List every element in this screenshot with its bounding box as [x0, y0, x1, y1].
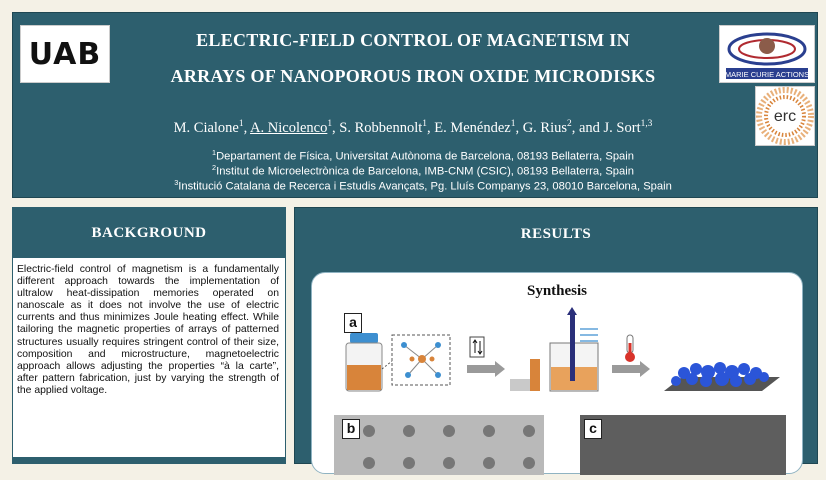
thermometer-icon — [625, 335, 635, 362]
author-affiliation-sup: 1 — [422, 119, 427, 129]
author-name: A. Nicolenco — [250, 119, 328, 136]
process-arrow-2 — [612, 361, 650, 377]
author-affiliation-sup: 1 — [238, 119, 244, 129]
affiliation-2: $^2$Institut de Microelectrònica de Barcelona, IMB-CNM (CSIC), 08193 Bellaterra, Spain — [212, 163, 634, 178]
results-section — [294, 207, 818, 464]
panel-label-c: c — [584, 419, 602, 439]
process-arrow-1 — [467, 361, 505, 377]
vial-icon — [346, 333, 382, 391]
author-separator: , — [515, 119, 523, 136]
author-separator: , — [426, 119, 435, 136]
affiliation-3: $^3$Institució Catalana de Recerca i Estudis Avançats, Pg. Lluís Companys 23, 08010 Barcelona, Spain — [174, 178, 672, 193]
electrodeposition-cell-icon — [510, 307, 598, 391]
synthesis-title: Synthesis — [526, 283, 588, 299]
author-affiliation-sup: 1 — [327, 119, 333, 129]
panel-label-a: a — [344, 313, 362, 333]
synthesis-figure — [311, 272, 803, 474]
sem-image-b — [334, 415, 544, 475]
erc-logo-text: erc — [773, 108, 797, 125]
author-separator: , and — [571, 119, 604, 136]
poster-title-line1: ELECTRIC-FIELD CONTROL OF MAGNETISM IN — [196, 30, 630, 50]
author-name: J. Sort — [603, 119, 641, 136]
nanoporous-film-icon — [664, 362, 780, 391]
author-name: G. Rius — [522, 119, 568, 136]
author-separator: , — [243, 119, 251, 136]
panel-label-b: b — [342, 419, 360, 439]
author-name: E. Menéndez — [434, 119, 511, 136]
poster-header — [12, 12, 818, 198]
mof-network-icon — [382, 335, 450, 385]
author-name: S. Robbennolt — [339, 119, 423, 136]
background-heading: BACKGROUND — [13, 208, 285, 258]
sem-image-c — [580, 415, 786, 475]
background-text: Electric-field control of magnetism is a fundamentally different approach towards the implementation of ultralow heat-dissipation memories operated on nanoscale as it does not involve the use of electric currents and thus minimizes Joule heating effect. While tailoring the magnetic properties of arrays of patterned structures usually requires stringent control of their size, composition and microstructure, magnetoelectric approach allows adjusting the properties “à la carte”, after pattern fabrication, just by varying the strength of the applied voltage. — [17, 264, 279, 396]
erc-logo — [755, 86, 815, 146]
results-heading: RESULTS — [295, 208, 817, 260]
author-affiliation-sup: 2 — [567, 119, 572, 129]
author-separator: , — [332, 119, 340, 136]
background-section — [12, 207, 286, 464]
author-affiliation-sup: 1,3 — [640, 119, 653, 129]
uab-logo: UAB — [20, 25, 110, 83]
author-list — [73, 119, 753, 137]
marie-curie-logo-text: MARIE CURIE ACTIONS — [724, 70, 810, 79]
author-affiliation-sup: 1 — [510, 119, 516, 129]
marie-curie-logo — [719, 25, 815, 83]
synthesis-scheme — [312, 273, 802, 413]
poster-title-line2: ARRAYS OF NANOPOROUS IRON OXIDE MICRODISKS — [170, 66, 656, 86]
author-name: M. Cialone — [173, 119, 239, 136]
affiliation-1: $^1$Departament de Física, Universitat Autònoma de Barcelona, 08193 Bellaterra, Spain — [212, 148, 634, 163]
background-footer-bar — [13, 457, 285, 463]
exchange-arrows-icon — [470, 337, 484, 357]
